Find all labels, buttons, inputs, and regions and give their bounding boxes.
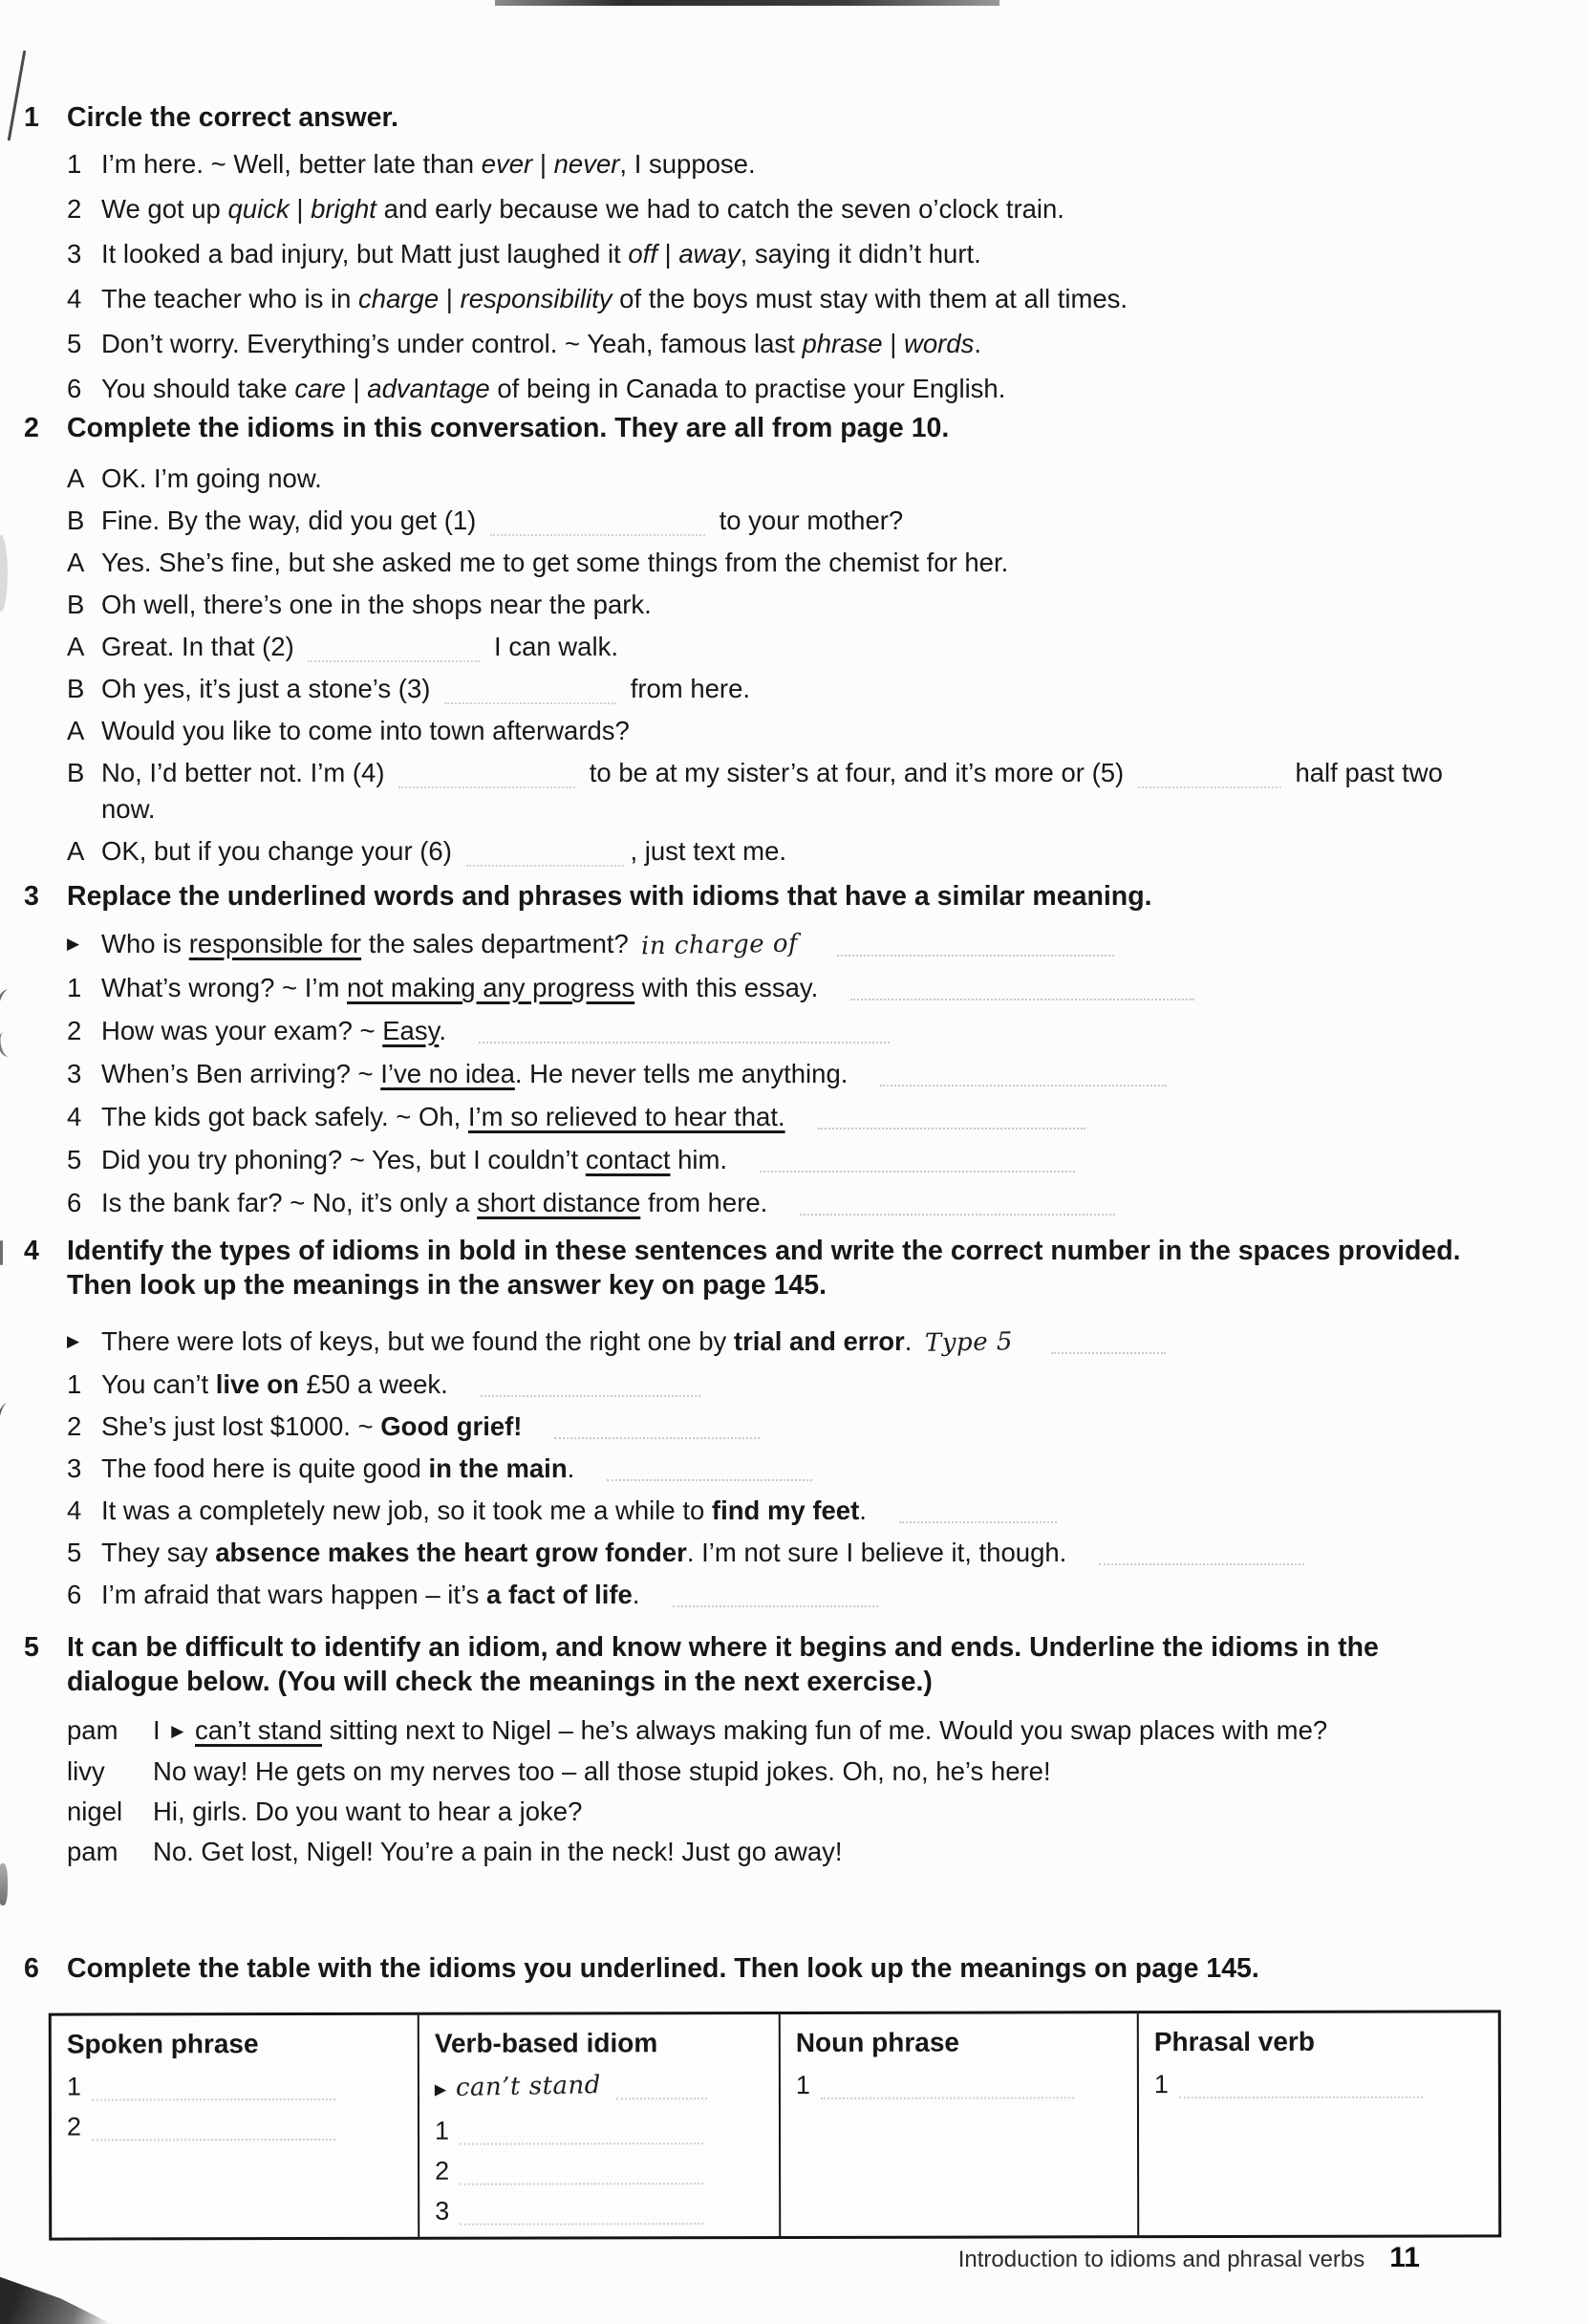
exercise-number: 3 xyxy=(24,881,39,912)
item-text: The teacher who is in charge | responsibility of the boys must stay with them at all times. xyxy=(101,284,1128,313)
idiom-table xyxy=(49,2010,1501,2240)
exercise-item xyxy=(67,713,1472,749)
table-column-entries xyxy=(435,2068,763,2228)
table-entry xyxy=(435,2113,763,2148)
item-text: I’m afraid that wars happen – it’s a fact of life. xyxy=(101,1580,640,1609)
exercise-number: 5 xyxy=(24,1632,39,1663)
item-number: A xyxy=(67,836,85,866)
item-text: It was a completely new job, so it took me a while to find my feet. xyxy=(101,1496,867,1525)
page-number: 11 xyxy=(1389,2242,1420,2273)
entry-number: 1 xyxy=(434,2116,450,2145)
exercise-item xyxy=(67,629,1472,665)
table-header: Noun phrase xyxy=(795,2027,959,2057)
answer-blank xyxy=(1099,1535,1304,1565)
exercise-item xyxy=(67,1577,1561,1613)
exercise-1-items xyxy=(67,146,1561,407)
exercise-item xyxy=(67,1099,1561,1135)
item-number: 4 xyxy=(67,284,82,313)
exercise-item xyxy=(67,1142,1561,1178)
exercise-item xyxy=(67,1185,1561,1221)
table-header: Spoken phrase xyxy=(66,2029,259,2059)
handwritten-answer: can’t stand xyxy=(455,2071,602,2103)
answer-blank xyxy=(308,637,480,662)
table-entry xyxy=(435,2193,763,2228)
table-column-entries xyxy=(1154,2066,1483,2101)
exercise-2-items xyxy=(67,461,1561,870)
item-text: They say absence makes the heart grow fonder. I’m not sure I believe it, though. xyxy=(101,1538,1067,1567)
exercise-item xyxy=(67,191,1561,227)
entry-number: 2 xyxy=(435,2156,450,2185)
speaker-name: pam xyxy=(67,1837,118,1866)
answer-blank xyxy=(554,1409,760,1439)
item-text: You should take care | advantage of being in Canada to practise your English. xyxy=(101,374,1006,403)
answer-blank xyxy=(880,1056,1167,1087)
item-number: B xyxy=(67,674,85,703)
speaker-name: nigel xyxy=(67,1797,123,1826)
item-number: 3 xyxy=(67,1453,82,1483)
table-column-spoken-phrase xyxy=(52,2015,418,2238)
scan-artifact-top-strip xyxy=(495,0,999,6)
item-number: A xyxy=(67,463,85,493)
table-entry xyxy=(435,2068,763,2108)
exercise-item xyxy=(67,1409,1561,1445)
item-text: How was your exam? ~ Easy. xyxy=(101,1016,446,1045)
item-number: 4 xyxy=(67,1102,82,1131)
table-entry xyxy=(435,2153,763,2188)
answer-blank xyxy=(460,2121,703,2145)
item-number: 3 xyxy=(67,1059,82,1088)
item-text: When’s Ben arriving? ~ I’ve no idea. He never tells me anything. xyxy=(101,1059,849,1088)
answer-blank xyxy=(1138,764,1281,788)
answer-blank xyxy=(460,2202,703,2226)
exercise-2 xyxy=(24,411,1561,875)
exercise-6-heading xyxy=(24,1951,1561,1986)
scan-artifact-mark xyxy=(0,987,18,1023)
example-marker-icon: ▶ xyxy=(67,1332,80,1350)
example-marker-icon: ▶ xyxy=(434,2081,447,2098)
exercise-title: It can be difficult to identify an idiom, and know where it begins and ends. Underline the idioms in the dialogue below. (You will check the meanings in the next exercise.) xyxy=(67,1632,1379,1697)
entry-number: 1 xyxy=(1153,2070,1169,2099)
exercise-3-items xyxy=(67,926,1561,1221)
item-number: A xyxy=(67,548,85,577)
item-text: No, I’d better not. I’m (4) to be at my sister’s at four, and it’s more or (5) half past two now. xyxy=(101,758,1443,824)
answer-blank xyxy=(899,1493,1057,1523)
item-text: There were lots of keys, but we found the right one by trial and error. Type 5 xyxy=(101,1323,1019,1361)
table-column-entries xyxy=(796,2067,1122,2102)
table-header: Phrasal verb xyxy=(1153,2026,1315,2057)
table-column-phrasal-verb xyxy=(1137,2012,1498,2235)
item-text: What’s wrong? ~ I’m not making any progress with this essay. xyxy=(101,973,819,1002)
table-entry xyxy=(796,2067,1122,2102)
exercise-item xyxy=(67,371,1561,407)
exercise-item xyxy=(67,146,1561,183)
exercise-item xyxy=(67,281,1561,317)
table-column-verb-based-idiom xyxy=(418,2014,779,2237)
item-number: A xyxy=(67,716,85,745)
item-text: Oh yes, it’s just a stone’s (3) from here. xyxy=(101,674,751,703)
handwritten-answer: in charge of xyxy=(641,929,799,961)
answer-blank xyxy=(616,2077,707,2099)
exercise-3 xyxy=(24,879,1561,1228)
item-number: 6 xyxy=(67,374,82,403)
item-number: 6 xyxy=(67,1580,82,1609)
table-column-noun-phrase xyxy=(779,2013,1137,2236)
exercise-item xyxy=(67,1013,1561,1049)
dialogue-text: I ▶ can’t stand sitting next to Nigel – he’s always making fun of me. Would you swap places with me? xyxy=(153,1715,1328,1745)
table-entry xyxy=(1154,2066,1483,2101)
answer-blank xyxy=(837,926,1114,957)
item-text: Yes. She’s fine, but she asked me to get some things from the chemist for her. xyxy=(101,548,1009,577)
entry-number: 1 xyxy=(795,2070,810,2099)
exercise-3-heading xyxy=(24,879,1561,914)
item-text: You can’t live on £50 a week. xyxy=(101,1369,448,1399)
item-number: 1 xyxy=(67,1369,82,1399)
scan-artifact-blob xyxy=(0,535,8,612)
exercise-item xyxy=(67,970,1561,1006)
exercise-item xyxy=(67,503,1472,539)
exercise-item xyxy=(67,926,1561,963)
answer-blank xyxy=(607,1451,812,1481)
answer-blank xyxy=(850,970,1194,1001)
exercise-4-items xyxy=(67,1323,1561,1613)
exercise-4 xyxy=(24,1234,1561,1619)
exercise-5-heading xyxy=(24,1630,1561,1699)
exercise-number: 1 xyxy=(24,102,39,133)
item-number: 2 xyxy=(67,194,82,224)
table-column-entries xyxy=(67,2069,402,2144)
exercise-5 xyxy=(24,1630,1561,1874)
exercise-1-heading xyxy=(24,100,1561,135)
scan-artifact-mark xyxy=(0,1031,17,1059)
exercise-item xyxy=(67,1056,1561,1092)
scan-artifact-mark xyxy=(0,1240,3,1265)
item-text: The food here is quite good in the main. xyxy=(101,1453,575,1483)
item-number: B xyxy=(67,758,85,787)
dialogue-row xyxy=(67,1712,1561,1750)
answer-blank xyxy=(398,764,575,788)
exercise-6 xyxy=(24,1951,1561,1986)
exercise-title: Circle the correct answer. xyxy=(67,102,398,133)
answer-blank xyxy=(444,679,616,704)
answer-blank xyxy=(760,1142,1075,1173)
item-number: 1 xyxy=(67,149,82,179)
entry-number: 1 xyxy=(66,2072,81,2101)
exercise-item xyxy=(67,1366,1561,1403)
handwritten-answer: Type 5 xyxy=(924,1327,1014,1358)
item-number: B xyxy=(67,590,85,619)
item-number: 3 xyxy=(67,239,82,269)
answer-blank xyxy=(92,2118,335,2141)
entry-number: 3 xyxy=(435,2196,450,2226)
exercise-title: Replace the underlined words and phrases with idioms that have a similar meaning. xyxy=(67,881,1152,912)
answer-blank xyxy=(821,2076,1074,2099)
table-header: Verb-based idiom xyxy=(434,2028,658,2058)
exercise-item xyxy=(67,1451,1561,1487)
footer-section-label: Introduction to idioms and phrasal verbs xyxy=(957,2247,1365,2272)
speaker-name: livy xyxy=(67,1756,105,1786)
item-number: 2 xyxy=(67,1016,82,1045)
exercise-item xyxy=(67,1323,1561,1361)
exercise-number: 4 xyxy=(24,1236,39,1266)
dialogue-row xyxy=(67,1794,1561,1830)
item-number: 5 xyxy=(67,329,82,358)
table-entry xyxy=(67,2069,402,2104)
dialogue-row xyxy=(67,1834,1561,1870)
answer-blank xyxy=(1179,2076,1423,2099)
item-text: The kids got back safely. ~ Oh, I’m so relieved to hear that. xyxy=(101,1102,785,1131)
item-text: Don’t worry. Everything’s under control. ~ Yeah, famous last phrase | words. xyxy=(101,329,981,358)
item-text: OK. I’m going now. xyxy=(101,463,322,493)
item-text: It looked a bad injury, but Matt just laughed it off | away, saying it didn’t hurt. xyxy=(101,239,981,269)
item-text: Great. In that (2) I can walk. xyxy=(101,632,618,661)
answer-blank xyxy=(1051,1323,1166,1354)
exercise-item xyxy=(67,326,1561,362)
item-text: Fine. By the way, did you get (1) to your mother? xyxy=(101,506,904,535)
scan-artifact-mark xyxy=(0,1402,16,1459)
item-number: 2 xyxy=(67,1411,82,1441)
dialogue-row xyxy=(67,1754,1561,1790)
speaker-name: pam xyxy=(67,1715,118,1745)
answer-blank xyxy=(800,1185,1115,1216)
item-text: Is the bank far? ~ No, it’s only a short distance from here. xyxy=(101,1188,768,1217)
item-number: 5 xyxy=(67,1538,82,1567)
item-number: 4 xyxy=(67,1496,82,1525)
exercise-item xyxy=(67,587,1472,623)
item-text: Did you try phoning? ~ Yes, but I couldn’t contact him. xyxy=(101,1145,728,1174)
exercise-item xyxy=(67,1535,1561,1571)
item-text: Would you like to come into town afterwards? xyxy=(101,716,630,745)
scan-artifact-mark xyxy=(0,1863,8,1905)
item-number: A xyxy=(67,632,85,661)
scan-artifact-corner-shadow xyxy=(0,2270,143,2324)
answer-blank xyxy=(479,1013,890,1044)
exercise-item xyxy=(67,833,1472,870)
answer-blank xyxy=(460,2162,703,2185)
exercise-1 xyxy=(24,100,1561,416)
item-text: She’s just lost $1000. ~ Good grief! xyxy=(101,1411,523,1441)
item-text: Who is responsible for the sales department? in charge of xyxy=(101,926,805,963)
exercise-2-heading xyxy=(24,411,1561,445)
item-text: Oh well, there’s one in the shops near the park. xyxy=(101,590,652,619)
answer-blank xyxy=(490,511,705,536)
exercise-item xyxy=(67,1493,1561,1529)
item-number: 1 xyxy=(67,973,82,1002)
exercise-item xyxy=(67,545,1472,581)
example-marker-icon: ▶ xyxy=(171,1722,184,1740)
exercise-4-heading xyxy=(24,1234,1561,1302)
exercise-item xyxy=(67,671,1472,707)
page-footer xyxy=(0,2242,1420,2274)
exercise-item xyxy=(67,755,1472,828)
item-text: We got up quick | bright and early because we had to catch the seven o’clock train. xyxy=(101,194,1064,224)
answer-blank xyxy=(481,1366,700,1397)
exercise-number: 2 xyxy=(24,413,39,443)
item-number: B xyxy=(67,506,85,535)
item-number: 6 xyxy=(67,1188,82,1217)
exercise-title: Complete the table with the idioms you underlined. Then look up the meanings on page 145. xyxy=(67,1953,1259,1984)
answer-blank xyxy=(673,1577,878,1607)
exercise-title: Complete the idioms in this conversation. They are all from page 10. xyxy=(67,413,950,443)
dialogue-text: Hi, girls. Do you want to hear a joke? xyxy=(153,1797,583,1826)
answer-blank xyxy=(818,1099,1085,1130)
example-marker-icon: ▶ xyxy=(67,935,80,953)
exercise-5-dialogue xyxy=(67,1712,1561,1870)
exercise-item xyxy=(67,461,1472,497)
answer-blank xyxy=(466,842,624,867)
item-text: I’m here. ~ Well, better late than ever | never, I suppose. xyxy=(101,149,756,179)
exercise-number: 6 xyxy=(24,1953,39,1984)
item-number: 5 xyxy=(67,1145,82,1174)
item-text: OK, but if you change your (6) , just text me. xyxy=(101,836,787,866)
dialogue-text: No way! He gets on my nerves too – all those stupid jokes. Oh, no, he’s here! xyxy=(153,1756,1051,1786)
answer-blank xyxy=(92,2077,335,2101)
dialogue-text: No. Get lost, Nigel! You’re a pain in the neck! Just go away! xyxy=(153,1837,843,1866)
entry-number: 2 xyxy=(66,2112,82,2141)
exercise-title: Identify the types of idioms in bold in these sentences and write the correct number in the spaces provided. Then look up the meanings in the answer key on page 145. xyxy=(67,1236,1461,1301)
exercise-item xyxy=(67,236,1561,272)
table-entry xyxy=(67,2109,402,2144)
